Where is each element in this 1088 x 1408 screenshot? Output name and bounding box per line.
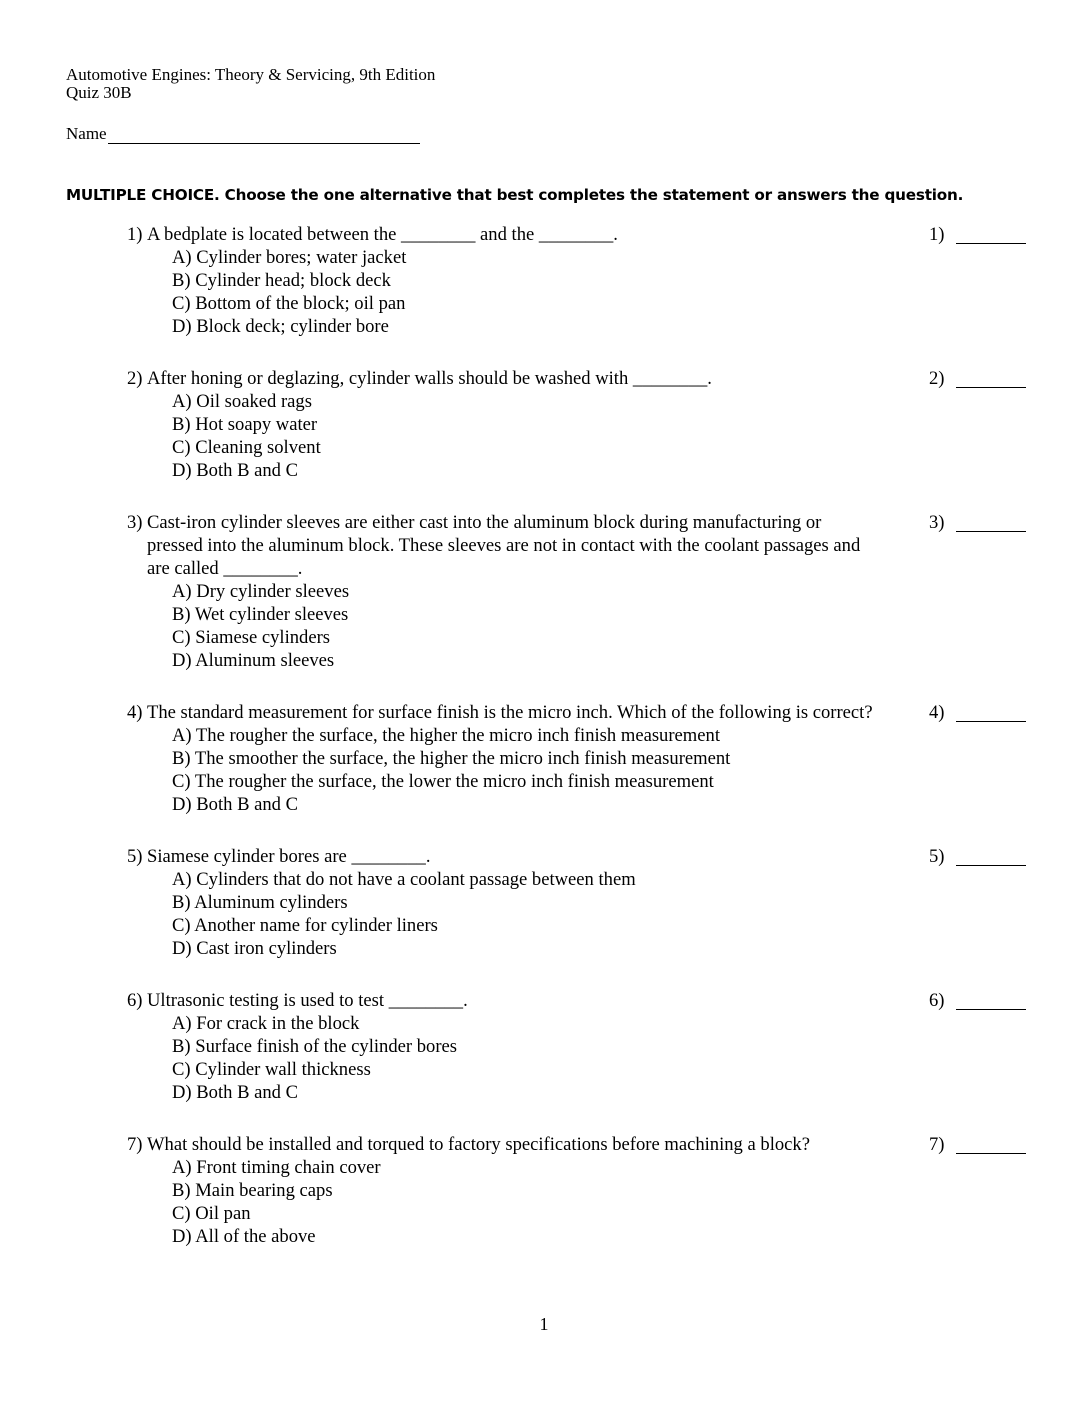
question-number: 4): [127, 702, 143, 723]
question: [0, 511, 1088, 672]
answer-blank[interactable]: [956, 865, 1026, 866]
question: [0, 989, 1088, 1104]
answer-number: 2): [929, 368, 945, 389]
answer-option: A) The rougher the surface, the higher the micro inch finish measurement: [172, 725, 720, 746]
course-title: Automotive Engines: Theory & Servicing, 9th Edition: [66, 65, 436, 84]
question-text-line: [0, 1133, 1088, 1156]
answer-option: C) Siamese cylinders: [172, 627, 331, 648]
answer-option: C) Bottom of the block; oil pan: [172, 293, 406, 314]
page-number: 1: [539, 1314, 549, 1334]
question: [0, 367, 1088, 482]
question: [0, 845, 1088, 960]
question-text: Cast-iron cylinder sleeves are either cast into the aluminum block during manufacturing or: [147, 512, 822, 533]
answer-option: D) Cast iron cylinders: [172, 938, 337, 959]
answer-option: D) Both B and C: [172, 794, 299, 815]
answer-option: D) All of the above: [172, 1226, 316, 1247]
answer-option: B) Aluminum cylinders: [172, 892, 348, 913]
answer-blank[interactable]: [956, 243, 1026, 244]
question: [0, 701, 1088, 816]
question: [0, 1133, 1088, 1248]
answer-option: C) Cleaning solvent: [172, 437, 321, 458]
answer-number: 4): [929, 702, 945, 723]
answer-number: 6): [929, 990, 945, 1011]
answer-blank[interactable]: [956, 721, 1026, 722]
question-text: pressed into the aluminum block. These sleeves are not in contact with the coolant passages and: [147, 535, 861, 556]
question-text-line: [0, 845, 1088, 868]
question-text-line: [0, 367, 1088, 390]
answer-option: D) Aluminum sleeves: [172, 650, 335, 671]
answer-option: A) Dry cylinder sleeves: [172, 581, 350, 602]
answer-option: C) Cylinder wall thickness: [172, 1059, 371, 1080]
name-field: [66, 124, 420, 144]
answer-option: B) Hot soapy water: [172, 414, 318, 435]
answer-option: A) Front timing chain cover: [172, 1157, 381, 1178]
answer-option: A) Cylinders that do not have a coolant passage between them: [172, 869, 636, 890]
answer-number: 1): [929, 224, 945, 245]
question: [0, 223, 1088, 338]
question-text: After honing or deglazing, cylinder walls should be washed with ________.: [147, 368, 712, 389]
answer-option: A) Cylinder bores; water jacket: [172, 247, 407, 268]
question-text: What should be installed and torqued to factory specifications before machining a block?: [147, 1134, 810, 1155]
question-number: 7): [127, 1134, 143, 1155]
answer-number: 7): [929, 1134, 945, 1155]
answer-blank[interactable]: [956, 1153, 1026, 1154]
answer-option: D) Both B and C: [172, 1082, 299, 1103]
instructions: MULTIPLE CHOICE. Choose the one alternative that best completes the statement or answers the question.: [66, 186, 964, 204]
question-text: Ultrasonic testing is used to test ________.: [147, 990, 468, 1011]
document-header: [66, 66, 435, 102]
question-number: 2): [127, 368, 143, 389]
question-text-line: [0, 223, 1088, 246]
answer-option: C) The rougher the surface, the lower the micro inch finish measurement: [172, 771, 714, 792]
answer-option: C) Another name for cylinder liners: [172, 915, 438, 936]
question-text-line: [0, 534, 1088, 557]
answer-option: A) For crack in the block: [172, 1013, 360, 1034]
question-text-line: [0, 701, 1088, 724]
answer-blank[interactable]: [956, 531, 1026, 532]
answer-blank[interactable]: [956, 387, 1026, 388]
question-text-line: [0, 557, 1088, 580]
answer-number: 5): [929, 846, 945, 867]
question-text: are called ________.: [147, 558, 303, 579]
question-text-line: [0, 511, 1088, 534]
question-number: 5): [127, 846, 143, 867]
answer-blank[interactable]: [956, 1009, 1026, 1010]
question-text-line: [0, 989, 1088, 1012]
answer-number: 3): [929, 512, 945, 533]
answer-option: B) Wet cylinder sleeves: [172, 604, 349, 625]
question-text: A bedplate is located between the ________ and the ________.: [147, 224, 618, 245]
answer-option: A) Oil soaked rags: [172, 391, 312, 412]
question-text: Siamese cylinder bores are ________.: [147, 846, 431, 867]
question-list: [0, 223, 1088, 1277]
answer-option: B) Surface finish of the cylinder bores: [172, 1036, 458, 1057]
answer-option: D) Block deck; cylinder bore: [172, 316, 389, 337]
answer-option: D) Both B and C: [172, 460, 299, 481]
quiz-title: Quiz 30B: [66, 83, 132, 102]
question-number: 1): [127, 224, 143, 245]
answer-option: C) Oil pan: [172, 1203, 251, 1224]
question-number: 6): [127, 990, 143, 1011]
answer-option: B) Cylinder head; block deck: [172, 270, 391, 291]
question-text: The standard measurement for surface finish is the micro inch. Which of the following is correct?: [147, 702, 873, 723]
name-label: Name: [66, 124, 107, 143]
answer-option: B) Main bearing caps: [172, 1180, 333, 1201]
answer-option: B) The smoother the surface, the higher the micro inch finish measurement: [172, 748, 731, 769]
name-blank[interactable]: [108, 125, 420, 144]
question-number: 3): [127, 512, 143, 533]
